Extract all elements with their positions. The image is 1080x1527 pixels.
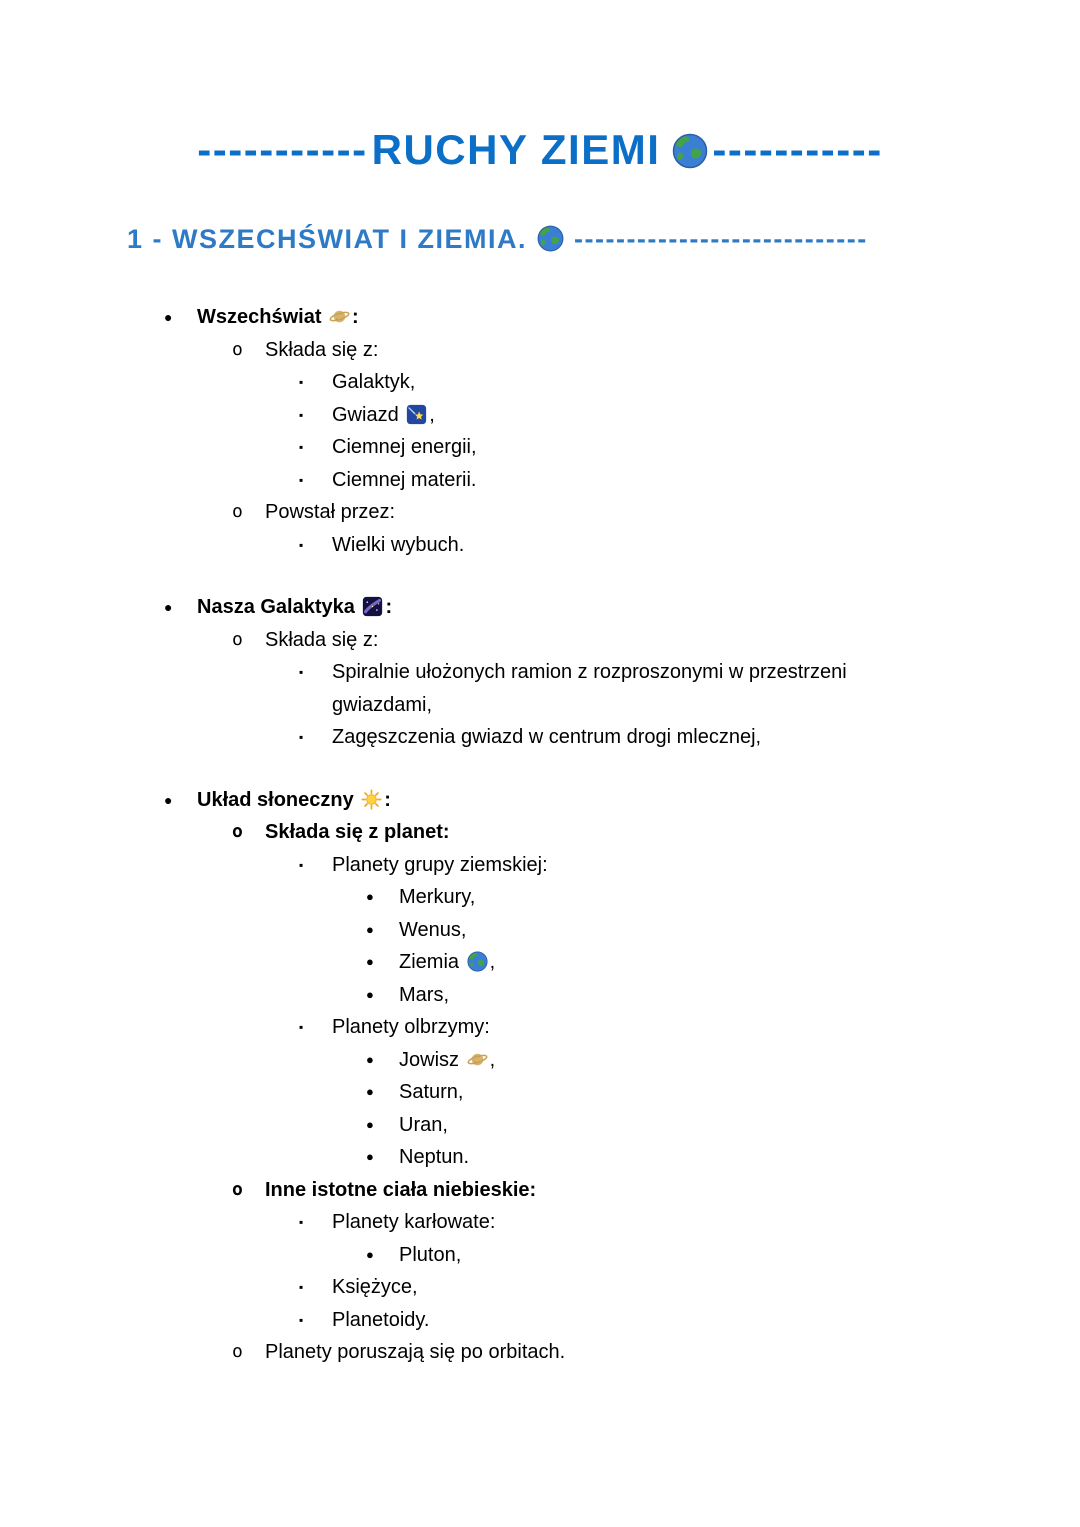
text-run: Składa się z: [265,628,379,651]
list-item-text [332,721,761,754]
list-item-text [332,1271,418,1304]
list-item [0,366,1080,399]
list-item [0,464,1080,497]
list-item [0,656,1080,721]
text-run: Pluton, [399,1243,462,1266]
heading-dashes: ---------------------------- [573,224,868,254]
list-item [0,784,1080,817]
list-item-text [399,1239,461,1272]
text-run: : [352,306,359,328]
list-item [0,1239,1080,1272]
bullet-square-icon: ▪ [299,440,304,454]
text-run: : [384,788,391,811]
earth-icon [672,126,708,174]
list-item-text [332,366,415,399]
bullet-square-icon: ▪ [299,537,304,552]
bullet-square-icon: ▪ [299,665,304,679]
list-item [0,1044,1080,1077]
list-item [0,529,1080,562]
list-item [0,1336,1080,1369]
text-run: Składa się z: [265,338,379,361]
list-item-text [265,1174,536,1207]
list-item [0,816,1080,849]
bullet-disc-icon: ● [366,1051,374,1067]
text-run: , [489,1048,496,1071]
list-item-text [399,1141,469,1174]
list-item-text [399,914,466,947]
list-item-text [265,624,378,657]
title-dashes-left: ----------- [197,126,368,173]
list-item [0,591,1080,624]
list-item [0,496,1080,529]
list-item [0,1076,1080,1109]
bullet-square-icon: ▪ [299,472,304,487]
earth-icon [537,224,564,255]
list-item-text [399,881,475,914]
list-item [0,946,1080,979]
galaxy-icon [362,591,383,624]
bullet-disc-icon: ● [164,599,173,615]
saturn-icon [467,1044,488,1077]
text-run: : [385,596,393,618]
text-run: Gwiazd [332,403,405,426]
star-icon [406,399,427,432]
list-item-text [399,979,449,1012]
section-heading-row [0,224,1080,255]
bullet-circle-icon: o [232,501,243,522]
list-item [0,1206,1080,1239]
sun-icon [361,784,382,817]
list-item-text [332,656,942,721]
list-item-text [265,496,395,529]
bullet-square-icon: ▪ [299,1215,304,1229]
bullet-square-icon: ▪ [299,1312,304,1327]
page-title: RUCHY ZIEMI [371,126,661,173]
bullet-disc-icon: ● [366,1084,374,1099]
text-run: Planetoidy. [332,1308,430,1331]
text-run: Saturn, [399,1081,464,1103]
bullet-disc-icon: ● [366,1246,374,1262]
list-item [0,1271,1080,1304]
bullet-disc-icon: ● [366,889,374,904]
title-dashes-right: ----------- [712,126,883,173]
bullet-circle-icon: o [232,1341,243,1362]
list-item [0,301,1080,334]
bullet-square-icon: ▪ [299,1280,304,1294]
text-run: Planety olbrzymy: [332,1016,490,1038]
text-run: Składa się z planet: [265,821,450,843]
text-run: Układ słoneczny [197,788,360,811]
list-item-text [332,1206,495,1239]
list-item [0,914,1080,947]
list-item-text [265,334,378,367]
list-item-text [197,301,359,334]
list-item [0,334,1080,367]
text-run: Nasza Galaktyka [197,596,361,618]
bullet-circle-icon: o [232,1178,243,1200]
list-item-text [265,816,450,849]
list-item [0,1304,1080,1337]
text-run: Powstał przez: [265,501,396,523]
list-item [0,881,1080,914]
list-item-text [399,946,495,979]
text-run: Planety grupy ziemskiej: [332,853,548,876]
list-item [0,849,1080,882]
list-item-text [332,431,477,464]
list-item-text [265,1336,565,1369]
text-run: Merkury, [399,886,476,908]
text-run: Spiralnie ułożonych ramion z rozproszonymi w przestrzeni gwiazdami, [332,661,847,716]
list-item [0,1109,1080,1142]
saturn-icon [329,301,350,334]
text-run: Ziemia [399,951,465,973]
list-item [0,721,1080,754]
bullet-disc-icon: ● [366,1149,374,1164]
text-run: , [429,403,435,426]
list-item [0,399,1080,432]
list-item-text [332,529,464,562]
list-item [0,1174,1080,1207]
bullet-square-icon: ▪ [299,857,304,872]
list-item [0,979,1080,1012]
text-run: Księżyce, [332,1276,418,1298]
text-run: Wenus, [399,918,467,941]
text-run: Galaktyk, [332,371,416,393]
text-run: Wszechświat [197,306,328,328]
list-item-text [332,849,548,882]
bullet-square-icon: ▪ [299,407,304,422]
list-item-text [197,784,391,817]
bullet-circle-icon: o [232,338,243,360]
text-run: Inne istotne ciała niebieskie: [265,1178,537,1201]
earth-icon [467,946,488,979]
list-item-text [399,1076,463,1109]
bullet-square-icon: ▪ [299,1020,304,1034]
list-item-text [399,1109,448,1142]
bullet-disc-icon: ● [366,986,374,1002]
list-item-text [332,1304,429,1337]
text-run: Uran, [399,1113,448,1136]
list-item [0,1011,1080,1044]
text-run: , [489,951,496,973]
list-item-text [332,1011,490,1044]
text-run: Planety karłowate: [332,1211,496,1233]
bullet-disc-icon: ● [366,921,374,937]
list-item-text [332,464,476,497]
text-run: Planety poruszają się po orbitach. [265,1341,566,1363]
document-title-row [0,0,1080,174]
section-heading: 1 - WSZECHŚWIAT I ZIEMIA. [127,224,527,254]
text-run: Mars, [399,983,449,1006]
bullet-circle-icon: o [232,628,243,650]
outline-list [0,301,1080,1369]
bullet-disc-icon: ● [164,791,173,808]
bullet-disc-icon: ● [366,954,374,969]
bullet-circle-icon: o [232,821,243,842]
text-run: Neptun. [399,1146,470,1168]
list-item-text [332,399,435,432]
list-item [0,624,1080,657]
list-item [0,431,1080,464]
bullet-square-icon: ▪ [299,730,304,744]
text-run: Ciemnej materii. [332,468,477,491]
bullet-square-icon: ▪ [299,375,304,389]
text-run: Wielki wybuch. [332,533,465,556]
bullet-disc-icon: ● [164,309,173,325]
list-item-text [399,1044,495,1077]
text-run: Zagęszczenia gwiazd w centrum drogi mlecznej, [332,726,762,748]
list-item [0,1141,1080,1174]
bullet-disc-icon: ● [366,1116,374,1132]
list-item-text [197,591,392,624]
text-run: Jowisz [399,1048,465,1071]
text-run: Ciemnej energii, [332,436,477,458]
